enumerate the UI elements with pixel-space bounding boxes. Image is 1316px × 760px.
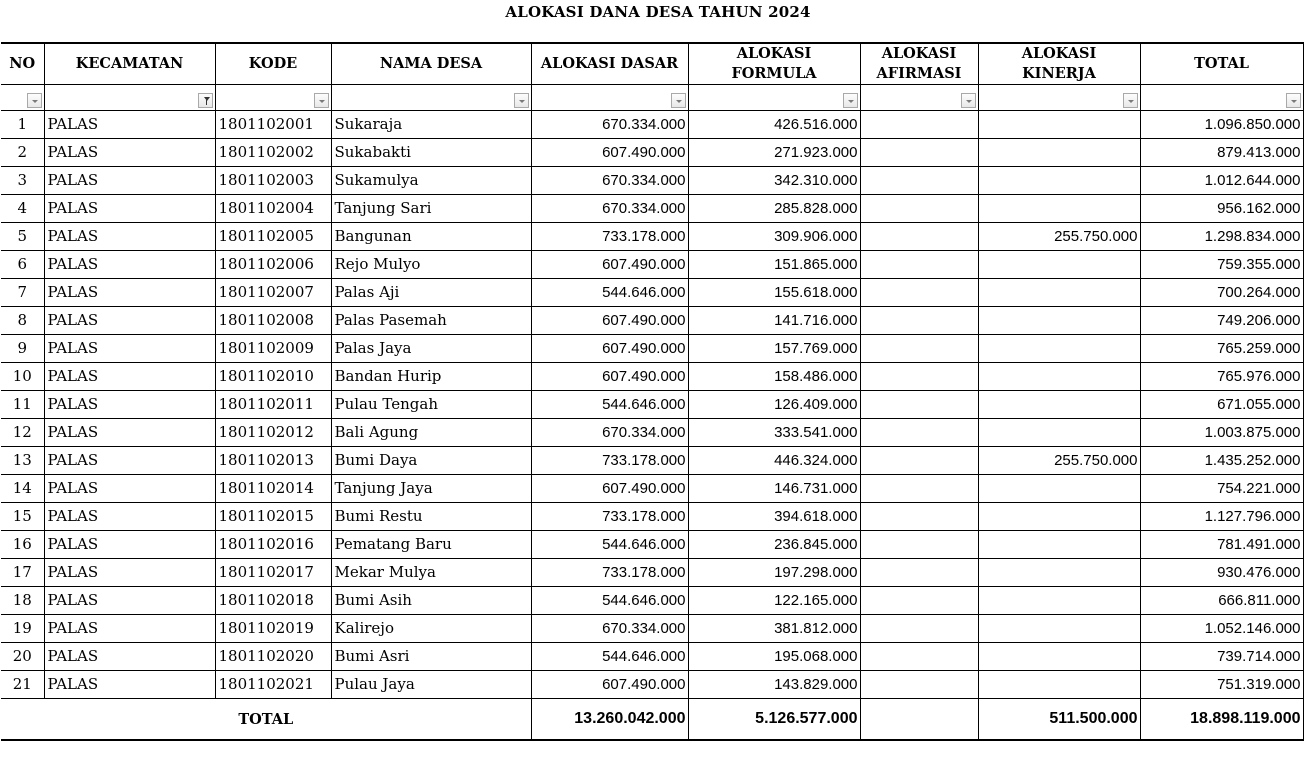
cell-nama-desa: Bumi Restu bbox=[331, 503, 531, 531]
column-header-kecamatan: KECAMATAN bbox=[44, 43, 215, 85]
cell-alokasi-kinerja bbox=[978, 587, 1140, 615]
cell-alokasi-afirmasi bbox=[860, 671, 978, 699]
column-header-alokasi-afirmasi-label: ALOKASI AFIRMASI bbox=[876, 45, 962, 82]
cell-alokasi-dasar: 733.178.000 bbox=[531, 223, 688, 251]
chevron-down-icon[interactable] bbox=[1286, 93, 1301, 108]
cell-kecamatan: PALAS bbox=[44, 307, 215, 335]
cell-alokasi-dasar: 670.334.000 bbox=[531, 167, 688, 195]
column-header-alokasi-formula-label: ALOKASI FORMULA bbox=[731, 45, 817, 82]
table-row bbox=[1, 419, 1303, 447]
cell-total: 765.976.000 bbox=[1140, 363, 1303, 391]
cell-no: 18 bbox=[1, 587, 44, 615]
cell-kode: 1801102010 bbox=[215, 363, 331, 391]
chevron-down-icon[interactable] bbox=[27, 93, 42, 108]
column-header-alokasi-formula bbox=[688, 43, 860, 85]
table-row bbox=[1, 279, 1303, 307]
table-row bbox=[1, 503, 1303, 531]
filter-cell-alokasi-kinerja bbox=[978, 85, 1140, 111]
cell-alokasi-kinerja bbox=[978, 671, 1140, 699]
cell-kode: 1801102017 bbox=[215, 559, 331, 587]
cell-alokasi-dasar: 607.490.000 bbox=[531, 671, 688, 699]
cell-kode: 1801102019 bbox=[215, 615, 331, 643]
cell-alokasi-kinerja: 255.750.000 bbox=[978, 447, 1140, 475]
cell-alokasi-dasar: 607.490.000 bbox=[531, 363, 688, 391]
cell-alokasi-dasar: 607.490.000 bbox=[531, 335, 688, 363]
filter-cell-kecamatan bbox=[44, 85, 215, 111]
cell-total: 1.096.850.000 bbox=[1140, 111, 1303, 139]
cell-kecamatan: PALAS bbox=[44, 167, 215, 195]
filter-row bbox=[1, 85, 1303, 111]
cell-alokasi-formula: 158.486.000 bbox=[688, 363, 860, 391]
cell-alokasi-dasar: 544.646.000 bbox=[531, 531, 688, 559]
cell-kode: 1801102020 bbox=[215, 643, 331, 671]
cell-total: 1.127.796.000 bbox=[1140, 503, 1303, 531]
column-header-nama-desa: NAMA DESA bbox=[331, 43, 531, 85]
table-row bbox=[1, 391, 1303, 419]
cell-kode: 1801102021 bbox=[215, 671, 331, 699]
cell-alokasi-afirmasi bbox=[860, 419, 978, 447]
total-alokasi-formula: 5.126.577.000 bbox=[688, 699, 860, 741]
column-header-alokasi-kinerja-label: ALOKASI KINERJA bbox=[1021, 45, 1097, 82]
cell-alokasi-kinerja bbox=[978, 643, 1140, 671]
cell-alokasi-kinerja bbox=[978, 363, 1140, 391]
cell-kode: 1801102004 bbox=[215, 195, 331, 223]
chevron-down-icon[interactable] bbox=[1123, 93, 1138, 108]
chevron-down-icon[interactable] bbox=[843, 93, 858, 108]
cell-no: 11 bbox=[1, 391, 44, 419]
cell-alokasi-dasar: 670.334.000 bbox=[531, 419, 688, 447]
cell-kecamatan: PALAS bbox=[44, 111, 215, 139]
cell-nama-desa: Bumi Asri bbox=[331, 643, 531, 671]
cell-kecamatan: PALAS bbox=[44, 671, 215, 699]
cell-kecamatan: PALAS bbox=[44, 615, 215, 643]
cell-total: 879.413.000 bbox=[1140, 139, 1303, 167]
cell-alokasi-dasar: 733.178.000 bbox=[531, 503, 688, 531]
cell-alokasi-kinerja bbox=[978, 419, 1140, 447]
chevron-down-icon[interactable] bbox=[961, 93, 976, 108]
cell-total: 930.476.000 bbox=[1140, 559, 1303, 587]
cell-alokasi-formula: 146.731.000 bbox=[688, 475, 860, 503]
cell-alokasi-formula: 151.865.000 bbox=[688, 251, 860, 279]
cell-total: 751.319.000 bbox=[1140, 671, 1303, 699]
cell-alokasi-formula: 271.923.000 bbox=[688, 139, 860, 167]
cell-alokasi-kinerja: 255.750.000 bbox=[978, 223, 1140, 251]
cell-no: 4 bbox=[1, 195, 44, 223]
cell-alokasi-afirmasi bbox=[860, 251, 978, 279]
cell-alokasi-dasar: 733.178.000 bbox=[531, 447, 688, 475]
cell-kode: 1801102002 bbox=[215, 139, 331, 167]
table-row bbox=[1, 111, 1303, 139]
table-row bbox=[1, 223, 1303, 251]
cell-total: 956.162.000 bbox=[1140, 195, 1303, 223]
cell-no: 9 bbox=[1, 335, 44, 363]
cell-alokasi-kinerja bbox=[978, 559, 1140, 587]
cell-total: 781.491.000 bbox=[1140, 531, 1303, 559]
cell-alokasi-formula: 197.298.000 bbox=[688, 559, 860, 587]
cell-alokasi-formula: 426.516.000 bbox=[688, 111, 860, 139]
cell-alokasi-kinerja bbox=[978, 531, 1140, 559]
cell-alokasi-kinerja bbox=[978, 139, 1140, 167]
cell-nama-desa: Palas Jaya bbox=[331, 335, 531, 363]
cell-alokasi-formula: 333.541.000 bbox=[688, 419, 860, 447]
filter-cell-total bbox=[1140, 85, 1303, 111]
header-row bbox=[1, 43, 1303, 85]
cell-total: 759.355.000 bbox=[1140, 251, 1303, 279]
cell-nama-desa: Palas Aji bbox=[331, 279, 531, 307]
cell-alokasi-dasar: 733.178.000 bbox=[531, 559, 688, 587]
cell-kode: 1801102007 bbox=[215, 279, 331, 307]
cell-total: 765.259.000 bbox=[1140, 335, 1303, 363]
cell-nama-desa: Tanjung Sari bbox=[331, 195, 531, 223]
table-row bbox=[1, 251, 1303, 279]
cell-kode: 1801102011 bbox=[215, 391, 331, 419]
cell-total: 739.714.000 bbox=[1140, 643, 1303, 671]
cell-no: 10 bbox=[1, 363, 44, 391]
cell-kode: 1801102016 bbox=[215, 531, 331, 559]
table-row bbox=[1, 559, 1303, 587]
table-row bbox=[1, 531, 1303, 559]
cell-kecamatan: PALAS bbox=[44, 335, 215, 363]
cell-alokasi-formula: 309.906.000 bbox=[688, 223, 860, 251]
cell-alokasi-kinerja bbox=[978, 279, 1140, 307]
cell-nama-desa: Mekar Mulya bbox=[331, 559, 531, 587]
alokasi-dana-desa-table bbox=[1, 42, 1304, 741]
cell-alokasi-kinerja bbox=[978, 503, 1140, 531]
cell-alokasi-formula: 157.769.000 bbox=[688, 335, 860, 363]
cell-no: 12 bbox=[1, 419, 44, 447]
cell-alokasi-afirmasi bbox=[860, 335, 978, 363]
cell-kode: 1801102014 bbox=[215, 475, 331, 503]
cell-no: 15 bbox=[1, 503, 44, 531]
cell-alokasi-formula: 342.310.000 bbox=[688, 167, 860, 195]
table-row bbox=[1, 307, 1303, 335]
cell-no: 14 bbox=[1, 475, 44, 503]
cell-total: 700.264.000 bbox=[1140, 279, 1303, 307]
cell-nama-desa: Pematang Baru bbox=[331, 531, 531, 559]
cell-alokasi-formula: 236.845.000 bbox=[688, 531, 860, 559]
cell-nama-desa: Tanjung Jaya bbox=[331, 475, 531, 503]
cell-kecamatan: PALAS bbox=[44, 503, 215, 531]
cell-total: 1.298.834.000 bbox=[1140, 223, 1303, 251]
cell-total: 666.811.000 bbox=[1140, 587, 1303, 615]
chevron-down-icon[interactable] bbox=[671, 93, 686, 108]
cell-kode: 1801102013 bbox=[215, 447, 331, 475]
cell-nama-desa: Pulau Jaya bbox=[331, 671, 531, 699]
cell-alokasi-afirmasi bbox=[860, 167, 978, 195]
cell-total: 749.206.000 bbox=[1140, 307, 1303, 335]
filter-cell-alokasi-dasar bbox=[531, 85, 688, 111]
column-header-kode: KODE bbox=[215, 43, 331, 85]
table-row bbox=[1, 335, 1303, 363]
cell-kode: 1801102009 bbox=[215, 335, 331, 363]
cell-nama-desa: Bumi Daya bbox=[331, 447, 531, 475]
cell-alokasi-formula: 126.409.000 bbox=[688, 391, 860, 419]
cell-nama-desa: Rejo Mulyo bbox=[331, 251, 531, 279]
cell-kecamatan: PALAS bbox=[44, 447, 215, 475]
cell-alokasi-dasar: 670.334.000 bbox=[531, 615, 688, 643]
cell-kecamatan: PALAS bbox=[44, 139, 215, 167]
cell-alokasi-kinerja bbox=[978, 167, 1140, 195]
table-row bbox=[1, 475, 1303, 503]
cell-alokasi-afirmasi bbox=[860, 363, 978, 391]
cell-kode: 1801102012 bbox=[215, 419, 331, 447]
filter-cell-alokasi-afirmasi bbox=[860, 85, 978, 111]
cell-alokasi-afirmasi bbox=[860, 139, 978, 167]
cell-total: 754.221.000 bbox=[1140, 475, 1303, 503]
cell-kode: 1801102006 bbox=[215, 251, 331, 279]
total-row bbox=[1, 699, 1303, 741]
cell-alokasi-afirmasi bbox=[860, 279, 978, 307]
chevron-down-icon[interactable] bbox=[514, 93, 529, 108]
cell-total: 1.003.875.000 bbox=[1140, 419, 1303, 447]
cell-alokasi-afirmasi bbox=[860, 643, 978, 671]
cell-kecamatan: PALAS bbox=[44, 475, 215, 503]
cell-alokasi-kinerja bbox=[978, 335, 1140, 363]
cell-alokasi-afirmasi bbox=[860, 615, 978, 643]
cell-nama-desa: Bangunan bbox=[331, 223, 531, 251]
cell-kode: 1801102008 bbox=[215, 307, 331, 335]
cell-alokasi-afirmasi bbox=[860, 111, 978, 139]
cell-alokasi-dasar: 544.646.000 bbox=[531, 391, 688, 419]
cell-alokasi-afirmasi bbox=[860, 391, 978, 419]
cell-alokasi-afirmasi bbox=[860, 475, 978, 503]
cell-alokasi-dasar: 544.646.000 bbox=[531, 643, 688, 671]
table-row bbox=[1, 643, 1303, 671]
cell-no: 19 bbox=[1, 615, 44, 643]
table-row bbox=[1, 167, 1303, 195]
cell-kecamatan: PALAS bbox=[44, 279, 215, 307]
total-alokasi-kinerja: 511.500.000 bbox=[978, 699, 1140, 741]
cell-no: 5 bbox=[1, 223, 44, 251]
cell-no: 6 bbox=[1, 251, 44, 279]
cell-kecamatan: PALAS bbox=[44, 195, 215, 223]
total-grand-total: 18.898.119.000 bbox=[1140, 699, 1303, 741]
cell-nama-desa: Sukabakti bbox=[331, 139, 531, 167]
cell-alokasi-formula: 195.068.000 bbox=[688, 643, 860, 671]
cell-total: 1.052.146.000 bbox=[1140, 615, 1303, 643]
table-row bbox=[1, 671, 1303, 699]
cell-alokasi-formula: 446.324.000 bbox=[688, 447, 860, 475]
cell-kecamatan: PALAS bbox=[44, 223, 215, 251]
cell-no: 1 bbox=[1, 111, 44, 139]
cell-nama-desa: Sukamulya bbox=[331, 167, 531, 195]
cell-nama-desa: Pulau Tengah bbox=[331, 391, 531, 419]
table-row bbox=[1, 139, 1303, 167]
cell-kode: 1801102001 bbox=[215, 111, 331, 139]
filter-cell-kode bbox=[215, 85, 331, 111]
table-row bbox=[1, 615, 1303, 643]
table-row bbox=[1, 195, 1303, 223]
cell-no: 3 bbox=[1, 167, 44, 195]
cell-alokasi-dasar: 670.334.000 bbox=[531, 111, 688, 139]
cell-alokasi-kinerja bbox=[978, 391, 1140, 419]
cell-alokasi-afirmasi bbox=[860, 531, 978, 559]
page-title: ALOKASI DANA DESA TAHUN 2024 bbox=[505, 3, 811, 21]
table-row bbox=[1, 363, 1303, 391]
cell-kecamatan: PALAS bbox=[44, 363, 215, 391]
cell-alokasi-dasar: 544.646.000 bbox=[531, 587, 688, 615]
cell-no: 16 bbox=[1, 531, 44, 559]
cell-alokasi-dasar: 607.490.000 bbox=[531, 251, 688, 279]
cell-kode: 1801102005 bbox=[215, 223, 331, 251]
column-header-alokasi-dasar: ALOKASI DASAR bbox=[531, 43, 688, 85]
cell-kecamatan: PALAS bbox=[44, 531, 215, 559]
cell-alokasi-formula: 122.165.000 bbox=[688, 587, 860, 615]
cell-alokasi-kinerja bbox=[978, 111, 1140, 139]
cell-nama-desa: Bali Agung bbox=[331, 419, 531, 447]
cell-nama-desa: Bumi Asih bbox=[331, 587, 531, 615]
cell-no: 17 bbox=[1, 559, 44, 587]
cell-nama-desa: Palas Pasemah bbox=[331, 307, 531, 335]
cell-total: 1.435.252.000 bbox=[1140, 447, 1303, 475]
cell-alokasi-dasar: 607.490.000 bbox=[531, 307, 688, 335]
cell-alokasi-kinerja bbox=[978, 615, 1140, 643]
filter-cell-no bbox=[1, 85, 44, 111]
column-header-alokasi-afirmasi bbox=[860, 43, 978, 85]
cell-alokasi-afirmasi bbox=[860, 503, 978, 531]
total-label: TOTAL bbox=[1, 699, 531, 741]
cell-alokasi-afirmasi bbox=[860, 223, 978, 251]
cell-no: 13 bbox=[1, 447, 44, 475]
cell-alokasi-kinerja bbox=[978, 251, 1140, 279]
cell-alokasi-afirmasi bbox=[860, 447, 978, 475]
cell-nama-desa: Sukaraja bbox=[331, 111, 531, 139]
cell-alokasi-dasar: 544.646.000 bbox=[531, 279, 688, 307]
cell-alokasi-kinerja bbox=[978, 195, 1140, 223]
cell-no: 8 bbox=[1, 307, 44, 335]
cell-no: 20 bbox=[1, 643, 44, 671]
cell-kecamatan: PALAS bbox=[44, 251, 215, 279]
cell-alokasi-afirmasi bbox=[860, 195, 978, 223]
cell-alokasi-dasar: 670.334.000 bbox=[531, 195, 688, 223]
column-header-alokasi-kinerja bbox=[978, 43, 1140, 85]
cell-kode: 1801102018 bbox=[215, 587, 331, 615]
cell-alokasi-formula: 155.618.000 bbox=[688, 279, 860, 307]
cell-nama-desa: Bandan Hurip bbox=[331, 363, 531, 391]
cell-kode: 1801102015 bbox=[215, 503, 331, 531]
filter-cell-nama-desa bbox=[331, 85, 531, 111]
table-row bbox=[1, 587, 1303, 615]
cell-alokasi-kinerja bbox=[978, 475, 1140, 503]
cell-total: 671.055.000 bbox=[1140, 391, 1303, 419]
column-header-no: NO bbox=[1, 43, 44, 85]
cell-kecamatan: PALAS bbox=[44, 391, 215, 419]
filter-cell-alokasi-formula bbox=[688, 85, 860, 111]
cell-no: 21 bbox=[1, 671, 44, 699]
cell-alokasi-formula: 394.618.000 bbox=[688, 503, 860, 531]
total-alokasi-afirmasi bbox=[860, 699, 978, 741]
cell-alokasi-dasar: 607.490.000 bbox=[531, 139, 688, 167]
cell-nama-desa: Kalirejo bbox=[331, 615, 531, 643]
cell-alokasi-dasar: 607.490.000 bbox=[531, 475, 688, 503]
total-alokasi-dasar: 13.260.042.000 bbox=[531, 699, 688, 741]
cell-alokasi-kinerja bbox=[978, 307, 1140, 335]
filter-funnel-icon[interactable] bbox=[198, 93, 213, 108]
cell-alokasi-afirmasi bbox=[860, 587, 978, 615]
cell-no: 2 bbox=[1, 139, 44, 167]
cell-kode: 1801102003 bbox=[215, 167, 331, 195]
chevron-down-icon[interactable] bbox=[314, 93, 329, 108]
cell-alokasi-afirmasi bbox=[860, 307, 978, 335]
table-row bbox=[1, 447, 1303, 475]
cell-kecamatan: PALAS bbox=[44, 419, 215, 447]
cell-no: 7 bbox=[1, 279, 44, 307]
cell-kecamatan: PALAS bbox=[44, 587, 215, 615]
column-header-total: TOTAL bbox=[1140, 43, 1303, 85]
cell-total: 1.012.644.000 bbox=[1140, 167, 1303, 195]
cell-alokasi-formula: 141.716.000 bbox=[688, 307, 860, 335]
cell-kecamatan: PALAS bbox=[44, 643, 215, 671]
cell-alokasi-formula: 143.829.000 bbox=[688, 671, 860, 699]
cell-kecamatan: PALAS bbox=[44, 559, 215, 587]
cell-alokasi-afirmasi bbox=[860, 559, 978, 587]
cell-alokasi-formula: 285.828.000 bbox=[688, 195, 860, 223]
cell-alokasi-formula: 381.812.000 bbox=[688, 615, 860, 643]
